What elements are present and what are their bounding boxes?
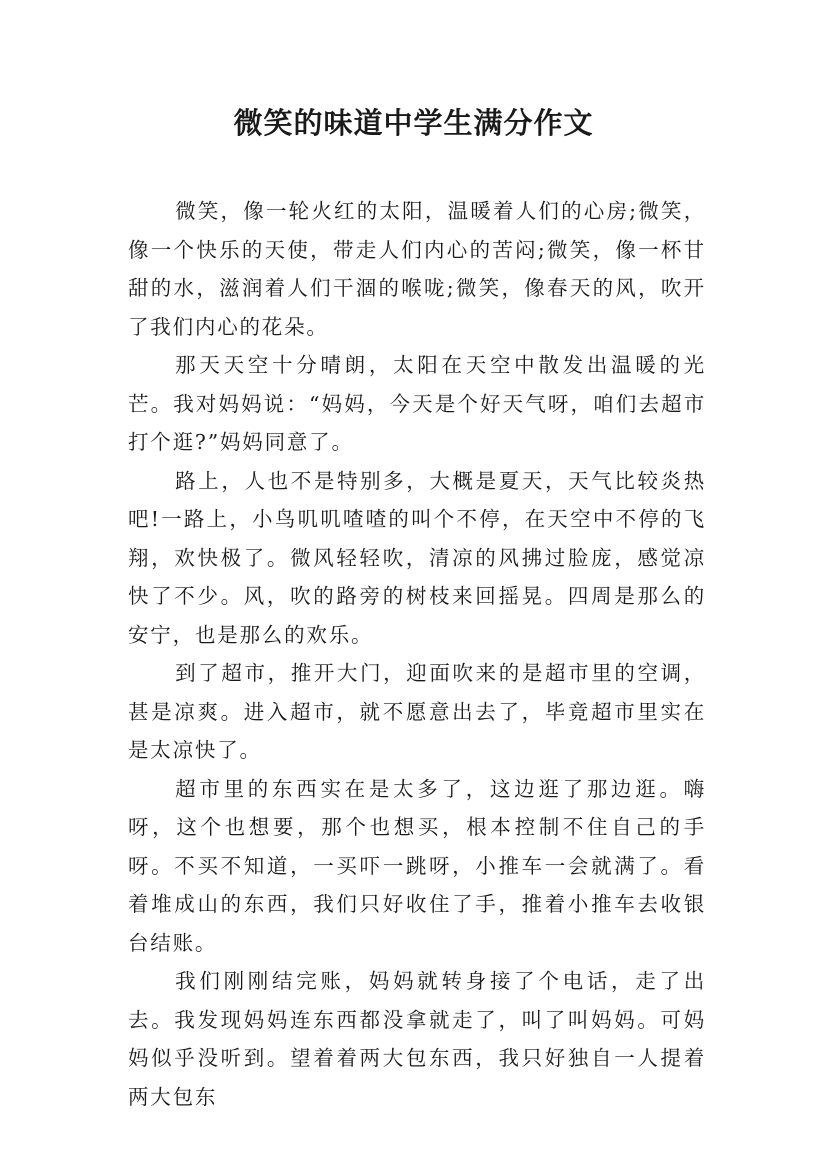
paragraph: 那天天空十分晴朗，太阳在天空中散发出温暖的光芒。我对妈妈说：“妈妈，今天是个好天气呀，咱们去超市打个逛?”妈妈同意了。: [128, 353, 706, 454]
paragraph: 超市里的东西实在是太多了，这边逛了那边逛。嗨呀，这个也想要，那个也想买，根本控制不住自己的手呀。不买不知道，一买吓一跳呀，小推车一会就满了。看着堆成山的东西，我们只好收住了手，推着小推车去收银台结账。: [128, 776, 706, 955]
paragraph: 路上，人也不是特别多，大概是夏天，天气比较炎热吧!一路上，小鸟叽叽喳喳的叫个不停，在天空中不停的飞翔，欢快极了。微风轻轻吹，清凉的风拂过脸庞，感觉凉快了不少。风，吹的路旁的树枝来回摇晃。四周是那么的安宁，也是那么的欢乐。: [128, 468, 706, 647]
paragraph: 微笑，像一轮火红的太阳，温暖着人们的心房;微笑，像一个快乐的天使，带走人们内心的苦闷;微笑，像一杯甘甜的水，滋润着人们干涸的喉咙;微笑，像春天的风，吹开了我们内心的花朵。: [128, 199, 706, 339]
paragraph: 我们刚刚结完账，妈妈就转身接了个电话，走了出去。我发现妈妈连东西都没拿就走了，叫了叫妈妈。可妈妈似乎没听到。望着着两大包东西，我只好独自一人提着两大包东: [128, 969, 706, 1109]
paragraph: 到了超市，推开大门，迎面吹来的是超市里的空调，甚是凉爽。进入超市，就不愿意出去了，毕竟超市里实在是太凉快了。: [128, 661, 706, 762]
document-title: 微笑的味道中学生满分作文: [233, 106, 594, 140]
document-body: [128, 192, 706, 1116]
